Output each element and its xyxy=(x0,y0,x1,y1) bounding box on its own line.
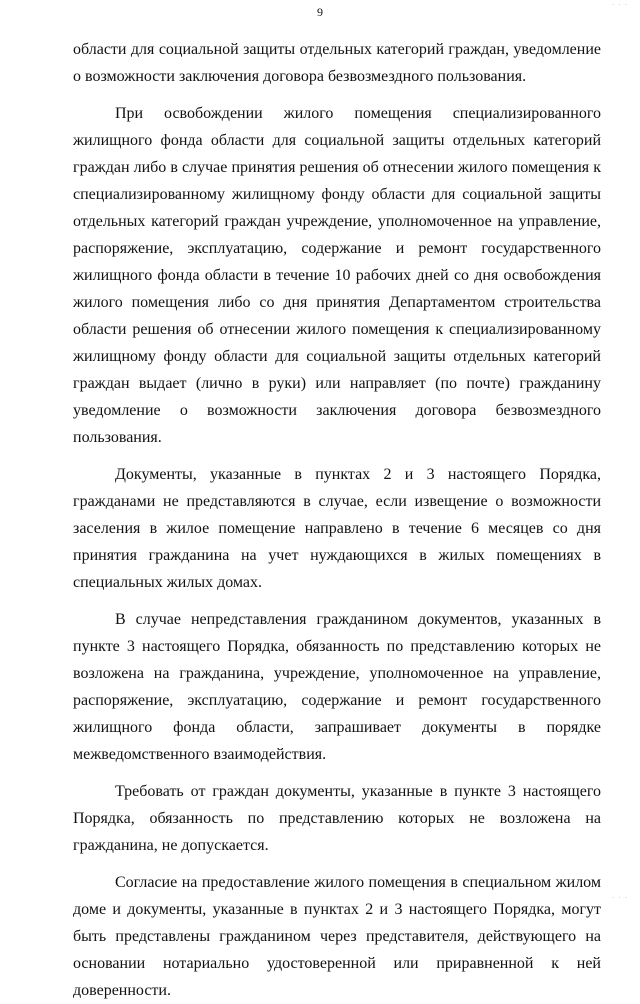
scan-mark-bottom: · · · xyxy=(611,894,628,902)
scan-mark-top: · · · xyxy=(611,1,628,9)
paragraph: Согласие на предоставление жилого помещения в специальном жилом доме и документы, указанные в пунктах 2 и 3 настоящего Порядка, могут быть представлены гражданином через представителя, действующего на основании нотариально удостоверенной или приравненной к ней доверенности. xyxy=(73,874,601,999)
paragraph-continued: области для социальной защиты отдельных категорий граждан, уведомление о возможности заключения договора безвозмездного пользования. xyxy=(73,41,601,85)
paragraph: Требовать от граждан документы, указанные в пункте 3 настоящего Порядка, обязанность по представлению которых не возложена на гражданина, не допускается. xyxy=(73,783,601,854)
document-body xyxy=(73,36,601,1004)
page-number: 9 xyxy=(317,5,323,19)
paragraph: В случае непредставления гражданином документов, указанных в пункте 3 настоящего Порядка, обязанность по представлению которых не возложена на гражданина, учреждение, уполномоченное на управление, распоряжение, эксплуатацию, содержание и ремонт государственного жилищного фонда области, запрашивает документы в порядке межведомственного взаимодействия. xyxy=(73,611,601,763)
paragraph: Документы, указанные в пунктах 2 и 3 настоящего Порядка, гражданами не представляются в случае, если извещение о возможности заселения в жилое помещение направлено в течение 6 месяцев со дня принятия гражданина на учет нуждающихся в жилых помещениях в специальных жилых домах. xyxy=(73,466,601,591)
paragraph: При освобождении жилого помещения специализированного жилищного фонда области для социальной защиты отдельных категорий граждан либо в случае принятия решения об отнесении жилого помещения к специализированному жилищному фонду области для социальной защиты отдельных категорий граждан учреждение, уполномоченное на управление, распоряжение, эксплуатацию, содержание и ремонт государственного жилищного фонда области в течение 10 рабочих дней со дня освобождения жилого помещения либо со дня принятия Департаментом строительства области решения об отнесении жилого помещения к специализированному жилищному фонду области для социальной защиты отдельных категорий граждан выдает (лично в руки) или направляет (по почте) гражданину уведомление о возможности заключения договора безвозмездного пользования. xyxy=(73,105,601,446)
